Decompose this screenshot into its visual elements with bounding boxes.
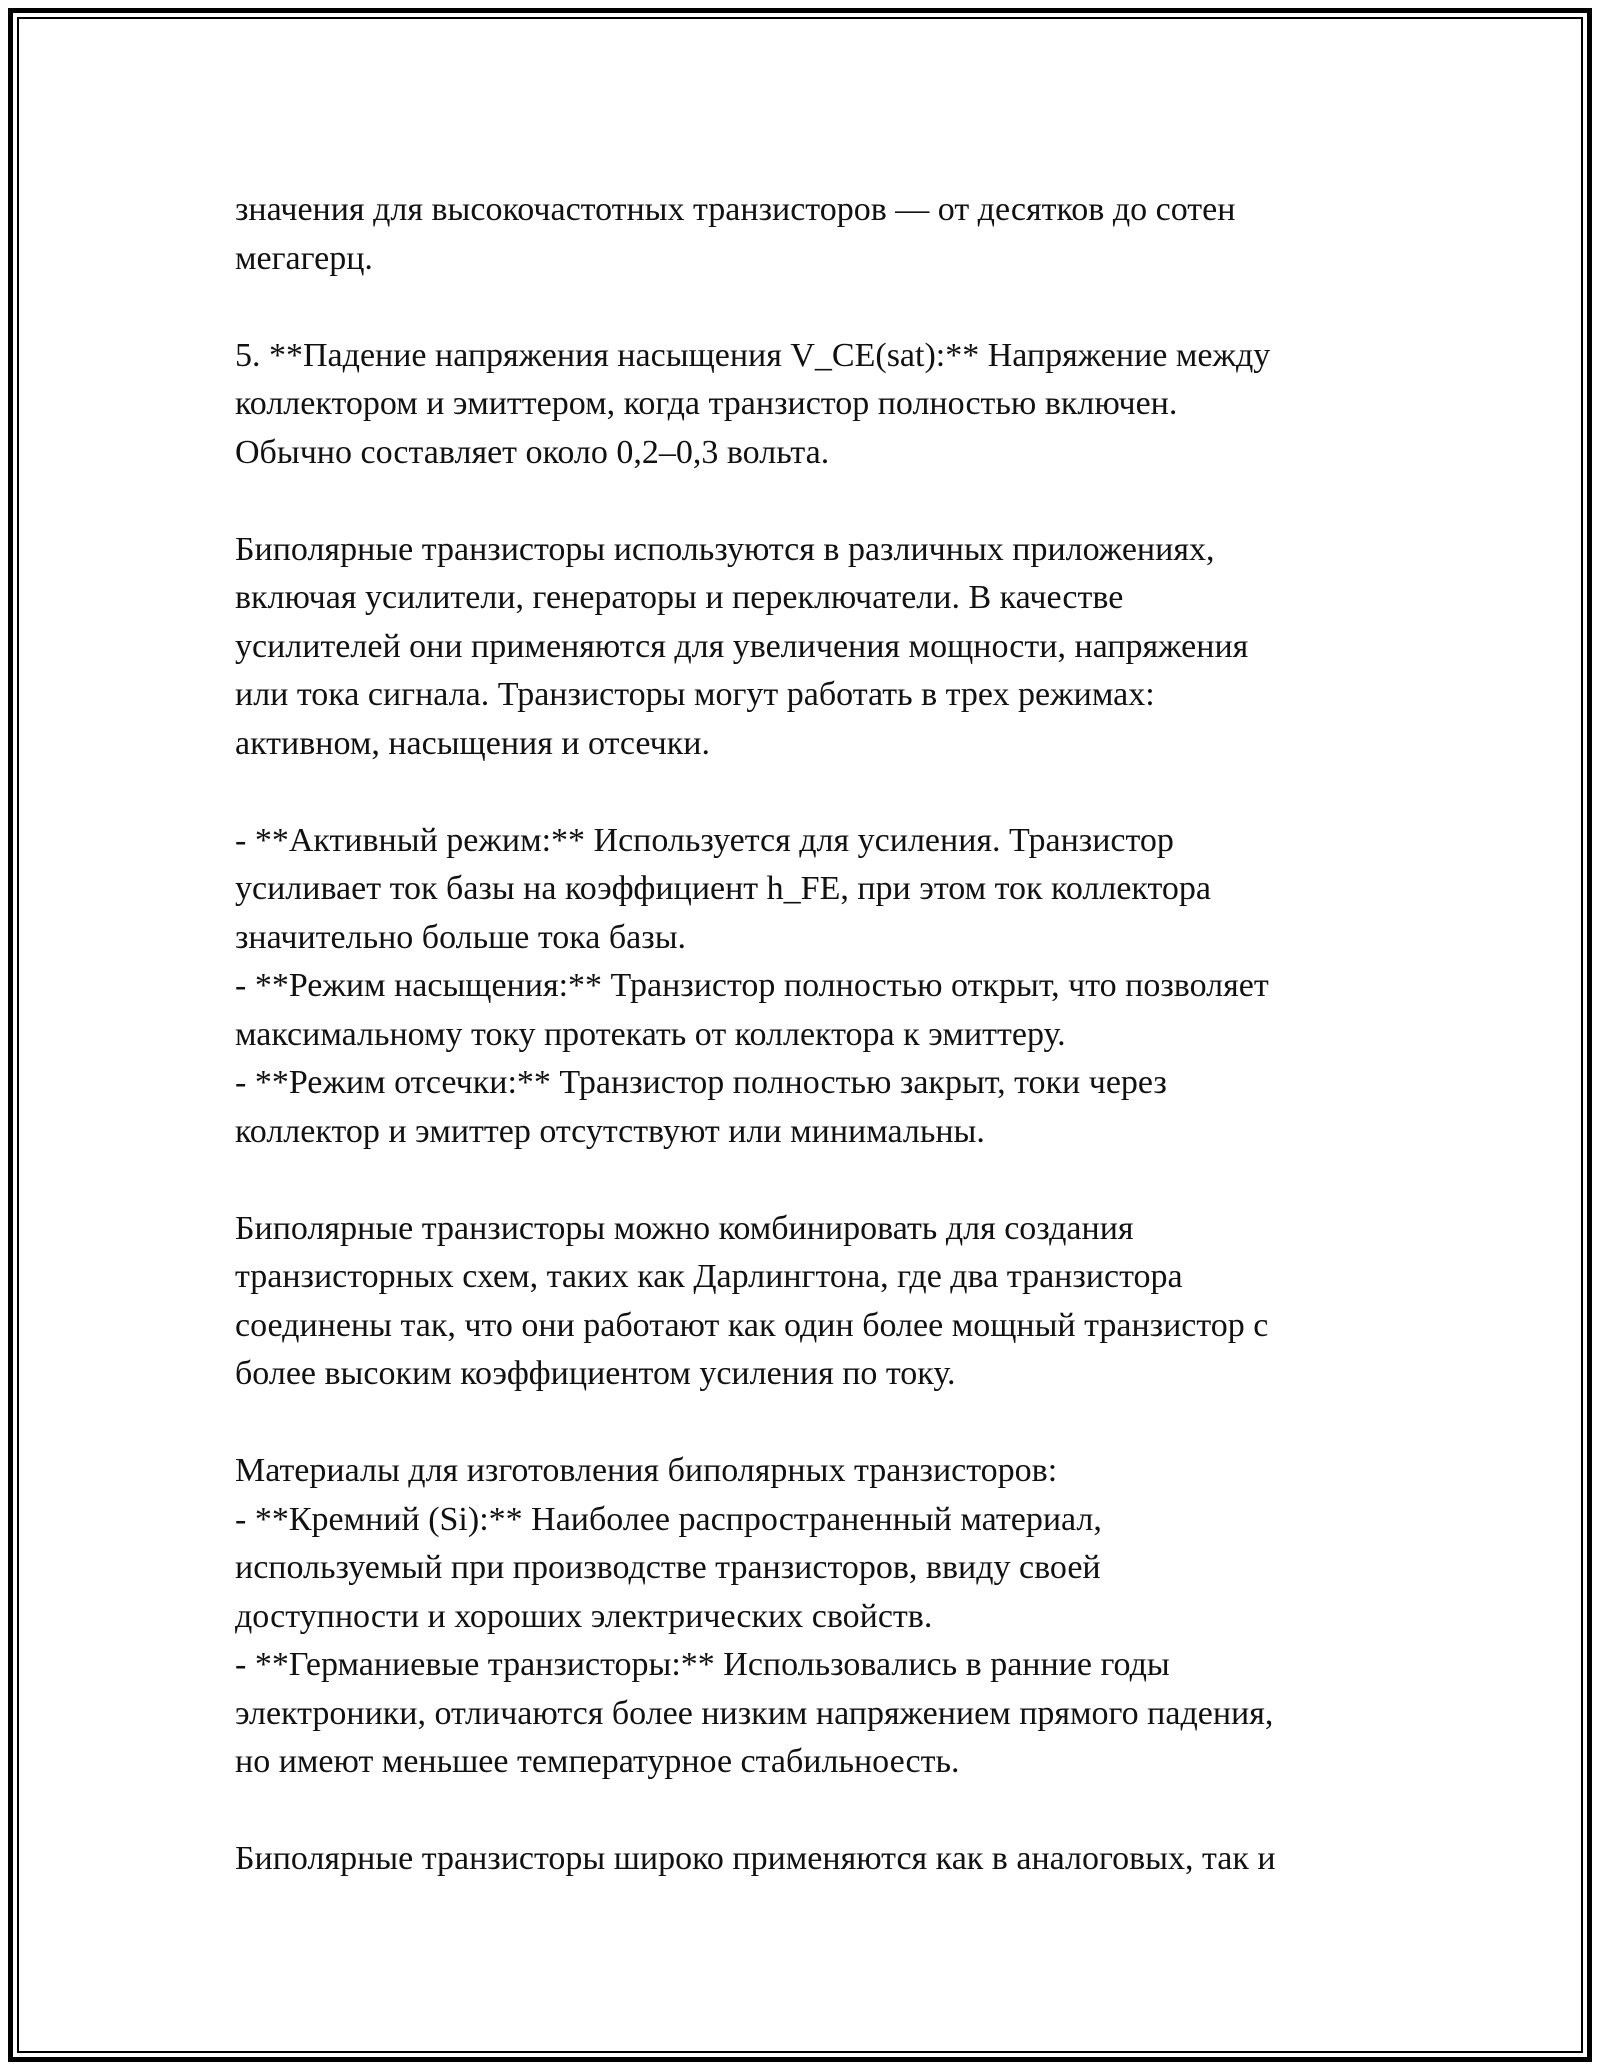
text-line: - **Режим отсечки:** Транзистор полностью закрыт, токи через bbox=[235, 1064, 1167, 1101]
text-line: 5. **Падение напряжения насыщения V_CE(sat):** Напряжение между bbox=[235, 336, 1271, 374]
text-line: Биполярные транзисторы широко применяются как в аналоговых, так и bbox=[235, 1840, 1276, 1877]
text-line: Биполярные транзисторы используются в различных приложениях, bbox=[235, 530, 1215, 568]
blank-line bbox=[235, 1156, 1415, 1205]
blank-line bbox=[235, 1787, 1415, 1836]
document-body bbox=[235, 186, 1415, 1884]
text-line: мегагерц. bbox=[235, 239, 373, 277]
text-line: но имеют меньшее температурное стабильноесть. bbox=[235, 1743, 960, 1780]
blank-line bbox=[235, 283, 1415, 332]
blank-line bbox=[235, 477, 1415, 526]
text-line: - **Активный режим:** Используется для усиления. Транзистор bbox=[235, 821, 1174, 859]
text-line: более высоким коэффициентом усиления по току. bbox=[235, 1355, 956, 1392]
text-line: максимальному току протекать от коллектора к эмиттеру. bbox=[235, 1015, 1066, 1053]
text-line: - **Кремний (Si):** Наиболее распространенный материал, bbox=[235, 1500, 1102, 1538]
blank-line bbox=[235, 768, 1415, 817]
text-line: коллектор и эмиттер отсутствуют или минимальны. bbox=[235, 1112, 985, 1150]
text-line: усилителей они применяются для увеличения мощности, напряжения bbox=[235, 627, 1249, 665]
text-line: Обычно составляет около 0,2–0,3 вольта. bbox=[235, 433, 830, 471]
text-line: - **Германиевые транзисторы:** Использовались в ранние годы bbox=[235, 1646, 1170, 1683]
text-line: - **Режим насыщения:** Транзистор полностью открыт, что позволяет bbox=[235, 967, 1269, 1004]
blank-line bbox=[235, 1399, 1415, 1448]
text-line: значения для высокочастотных транзисторов — от десятков до сотен bbox=[235, 191, 1236, 228]
text-line: включая усилители, генераторы и переключатели. В качестве bbox=[235, 579, 1124, 616]
text-line: усиливает ток базы на коэффициент h_FE, при этом ток коллектора bbox=[235, 870, 1211, 907]
text-line: электроники, отличаются более низким напряжением прямого падения, bbox=[235, 1694, 1274, 1732]
text-line: транзисторных схем, таких как Дарлингтона, где два транзистора bbox=[235, 1258, 1183, 1295]
text-line: коллектором и эмиттером, когда транзистор полностью включен. bbox=[235, 385, 1178, 422]
text-line: доступности и хороших электрических свойств. bbox=[235, 1597, 933, 1635]
text-line: используемый при производстве транзисторов, ввиду своей bbox=[235, 1549, 1101, 1586]
text-line: соединены так, что они работают как один более мощный транзистор с bbox=[235, 1306, 1269, 1344]
text-line: Биполярные транзисторы можно комбинировать для создания bbox=[235, 1209, 1134, 1247]
text-line: значительно больше тока базы. bbox=[235, 918, 687, 956]
text-line: Материалы для изготовления биполярных транзисторов: bbox=[235, 1452, 1058, 1489]
text-line: активном, насыщения и отсечки. bbox=[235, 724, 710, 762]
text-line: или тока сигнала. Транзисторы могут работать в трех режимах: bbox=[235, 676, 1155, 713]
